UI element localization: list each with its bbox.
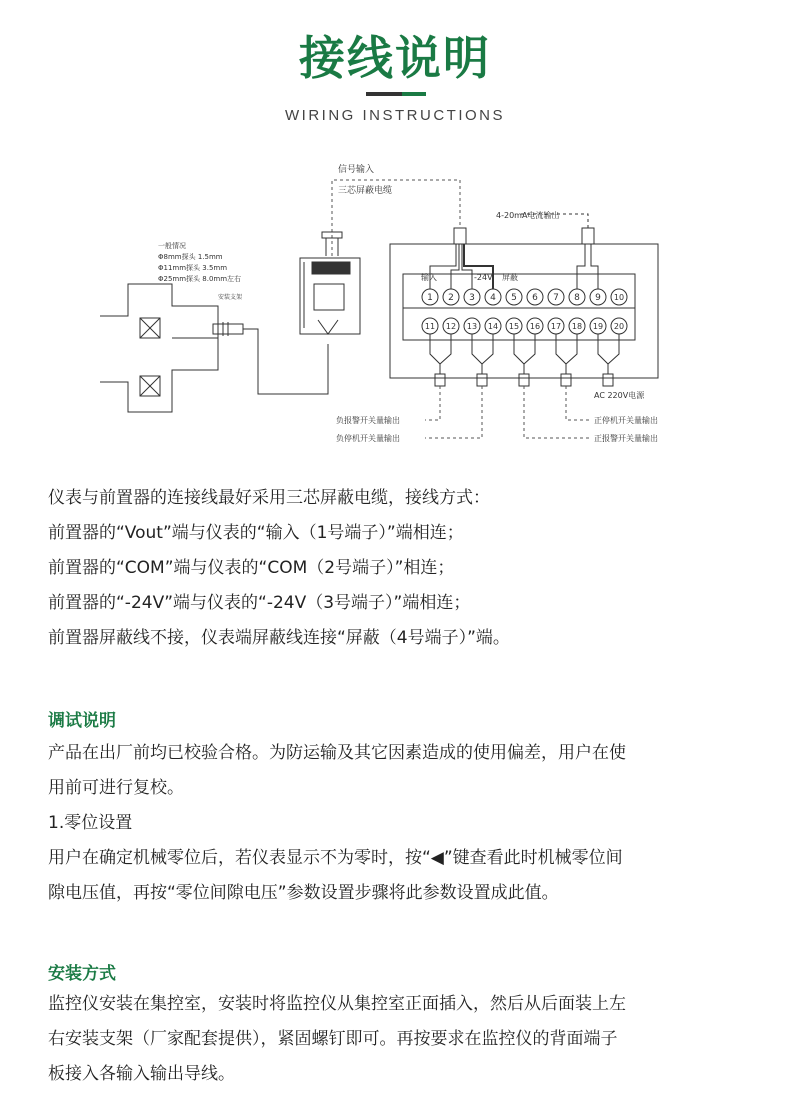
- wiring-line-1: 仪表与前置器的连接线最好采用三芯屏蔽电缆，接线方式：: [48, 488, 490, 508]
- terminal-input-label: 输入: [421, 273, 437, 282]
- current-output-wires: [520, 214, 598, 289]
- terminal-5: 5: [511, 293, 517, 303]
- install-line-3: 板接入各输入输出导线。: [48, 1064, 235, 1084]
- probe-note-3: Φ25mm探头 8.0mm左右: [158, 275, 242, 283]
- debug-sub-heading: 1.零位设置: [48, 813, 133, 833]
- monitor-panel: [390, 244, 658, 378]
- terminal-10: 10: [613, 293, 625, 302]
- wiring-line-3: 前置器的“COM”端与仪表的“COM（2号端子）”相连；: [48, 558, 455, 578]
- probe: [213, 322, 328, 394]
- wiring-diagram: [100, 158, 690, 458]
- terminal-1: 1: [427, 293, 433, 303]
- terminal-4: 4: [490, 293, 496, 303]
- probe-note-title: 一般情况: [158, 242, 186, 250]
- probe-note-2: Φ11mm探头 3.5mm: [158, 264, 228, 272]
- debug-line-3: 用户在确定机械零位后，若仪表显示不为零时，按“◀”键查看此时机械零位间: [48, 848, 623, 868]
- terminal-15: 15: [508, 322, 520, 331]
- debug-description: [48, 736, 748, 911]
- page-subtitle: WIRING INSTRUCTIONS: [285, 107, 505, 124]
- terminal-8: 8: [574, 293, 580, 303]
- terminal-16: 16: [529, 322, 541, 331]
- title-underline-accent: [402, 92, 426, 96]
- page-title: 接线说明: [299, 31, 491, 85]
- wiring-line-2: 前置器的“Vout”端与仪表的“输入（1号端子）”端相连；: [48, 523, 464, 543]
- terminal-7: 7: [553, 293, 559, 303]
- terminal-shield-label: 屏蔽: [502, 273, 518, 282]
- title-underline-dark: [366, 92, 402, 96]
- terminal-12: 12: [445, 322, 457, 331]
- terminal-14: 14: [487, 322, 499, 331]
- machine-shaft: [100, 284, 218, 412]
- probe-note-1: Φ8mm探头 1.5mm: [158, 253, 223, 261]
- terminal-6: 6: [532, 293, 538, 303]
- terminals-bottom: [422, 318, 627, 334]
- ac-power-label: AC 220V电源: [594, 391, 645, 400]
- terminal-19: 19: [592, 322, 604, 331]
- preamplifier: [300, 258, 360, 334]
- debug-line-2: 用前可进行复校。: [48, 778, 184, 798]
- install-line-1: 监控仪安装在集控室，安装时将监控仪从集控室正面插入，然后从后面装上左: [48, 994, 626, 1014]
- neg-stop-output-label: 负停机开关量输出: [336, 434, 400, 443]
- terminal-2: 2: [448, 293, 454, 303]
- terminals-top: [422, 289, 627, 305]
- terminal-20: 20: [613, 322, 625, 331]
- terminal-17: 17: [550, 322, 562, 331]
- terminal-13: 13: [466, 322, 478, 331]
- install-line-2: 右安装支架（厂家配套提供），紧固螺钉即可。再按要求在监控仪的背面端子: [48, 1029, 618, 1049]
- wiring-line-4: 前置器的“-24V”端与仪表的“-24V（3号端子）”端相连；: [48, 593, 471, 613]
- debug-line-1: 产品在出厂前均已校验合格。为防运输及其它因素造成的使用偏差，用户在使: [48, 743, 626, 763]
- debug-heading: 调试说明: [48, 711, 116, 731]
- pos-stop-output-label: 正停机开关量输出: [594, 416, 658, 425]
- current-output-label: 4-20mA电流输出: [496, 211, 560, 220]
- terminal-3: 3: [469, 293, 475, 303]
- signal-input-label: 信号输入: [338, 165, 375, 175]
- terminal-24v-label: -24V: [474, 273, 493, 282]
- neg-alarm-output-label: 负报警开关量输出: [336, 416, 400, 425]
- wiring-line-5: 前置器屏蔽线不接，仪表端屏蔽线连接“屏蔽（4号端子）”端。: [48, 628, 510, 648]
- install-description: [48, 987, 748, 1092]
- output-dash-lines: [425, 386, 592, 438]
- terminal-11: 11: [424, 322, 436, 331]
- cable-label: 三芯屏蔽电缆: [338, 186, 393, 196]
- terminal-18: 18: [571, 322, 583, 331]
- bracket-label: 安装支架: [218, 294, 243, 301]
- debug-line-4: 隙电压值，再按“零位间隙电压”参数设置步骤将此参数设置成此值。: [48, 883, 559, 903]
- terminal-9: 9: [595, 293, 601, 303]
- wiring-description: [48, 481, 748, 656]
- install-heading: 安装方式: [48, 964, 116, 984]
- pos-alarm-output-label: 正报警开关量输出: [594, 434, 658, 443]
